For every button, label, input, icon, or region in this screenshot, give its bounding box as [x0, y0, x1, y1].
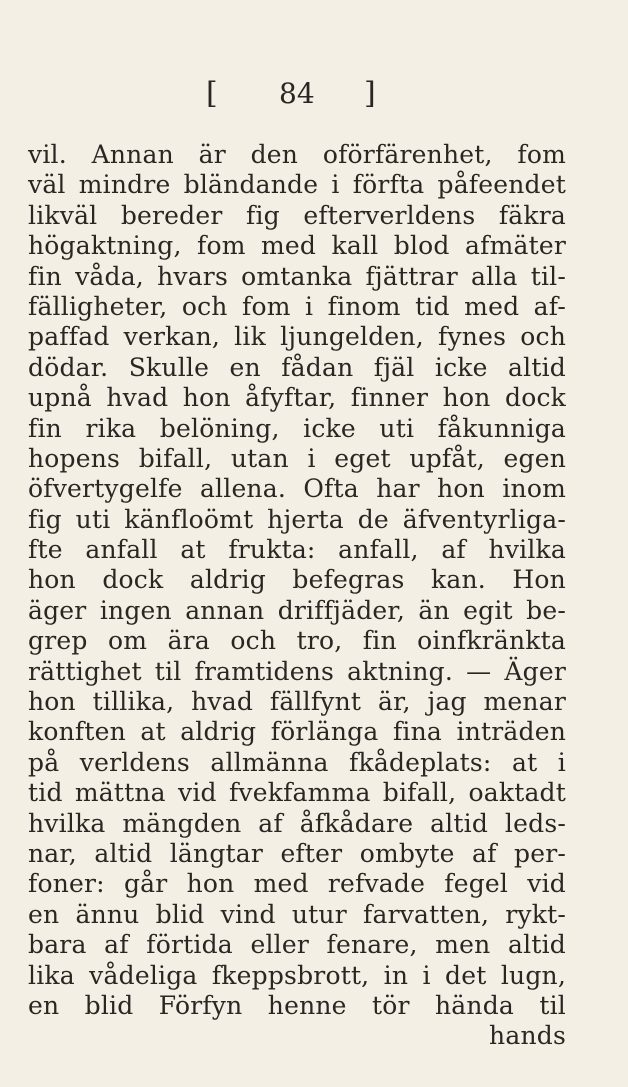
text-line: grep om ära och tro, fin oinfkränkta: [28, 626, 566, 656]
text-line: tid mättna vid fvekfamma bifall, oaktadt: [28, 778, 566, 808]
text-line: dödar. Skulle en fådan fjäl icke altid: [28, 352, 566, 382]
text-line: hon tillika, hvad fällfynt är, jag menar: [28, 687, 566, 717]
header-bracket-right: ]: [364, 76, 376, 111]
text-line: foner: går hon med refvade fegel vid: [28, 869, 566, 899]
text-line: fin våda, hvars omtanka fjättrar alla til-: [28, 261, 566, 291]
text-line: högaktning, fom med kall blod afmäter: [28, 231, 566, 261]
text-line: öfvertygelfe allena. Ofta har hon inom: [28, 474, 566, 504]
header-bracket-left: [: [206, 76, 218, 111]
body-text: [28, 140, 566, 1052]
text-line: hopens bifall, utan i eget upfåt, egen: [28, 443, 566, 473]
text-line: fin rika belöning, icke uti fåkunniga: [28, 413, 566, 443]
text-line: likväl bereder fig efterverldens fäkra: [28, 200, 566, 230]
text-line: paffad verkan, lik ljungelden, fynes och: [28, 322, 566, 352]
text-line: upnå hvad hon åfyftar, finner hon dock: [28, 383, 566, 413]
text-line: hon dock aldrig befegras kan. Hon: [28, 565, 566, 595]
text-line: bara af förtida eller fenare, men altid: [28, 930, 566, 960]
text-line: lika vådeliga fkeppsbrott, in i det lugn,: [28, 960, 566, 990]
text-line: fte anfall at frukta: anfall, af hvilka: [28, 535, 566, 565]
page-number: 84: [279, 77, 315, 110]
text-line: väl mindre bländande i förfta påfeendet: [28, 170, 566, 200]
text-line: konften at aldrig förlänga fina inträden: [28, 717, 566, 747]
page-header: [0, 74, 628, 114]
text-line: nar, altid längtar efter ombyte af per-: [28, 838, 566, 868]
text-line: äger ingen annan driffjäder, än egit be-: [28, 595, 566, 625]
text-line: en ännu blid vind utur farvatten, rykt-: [28, 899, 566, 929]
text-line: hvilka mängden af åfkådare altid leds-: [28, 808, 566, 838]
text-line: vil. Annan är den oförfärenhet, fom: [28, 140, 566, 169]
text-line: en blid Förfyn henne tör hända til: [28, 990, 566, 1020]
text-line: rättighet til framtidens aktning. — Äger: [28, 656, 566, 686]
catchword: hands: [489, 1021, 566, 1051]
text-line: fig uti känfloömt hjerta de äfventyrliga-: [28, 504, 566, 534]
text-line: fälligheter, och fom i finom tid med af-: [28, 291, 566, 321]
text-line: på verldens allmänna fkådeplats: at i: [28, 747, 566, 777]
